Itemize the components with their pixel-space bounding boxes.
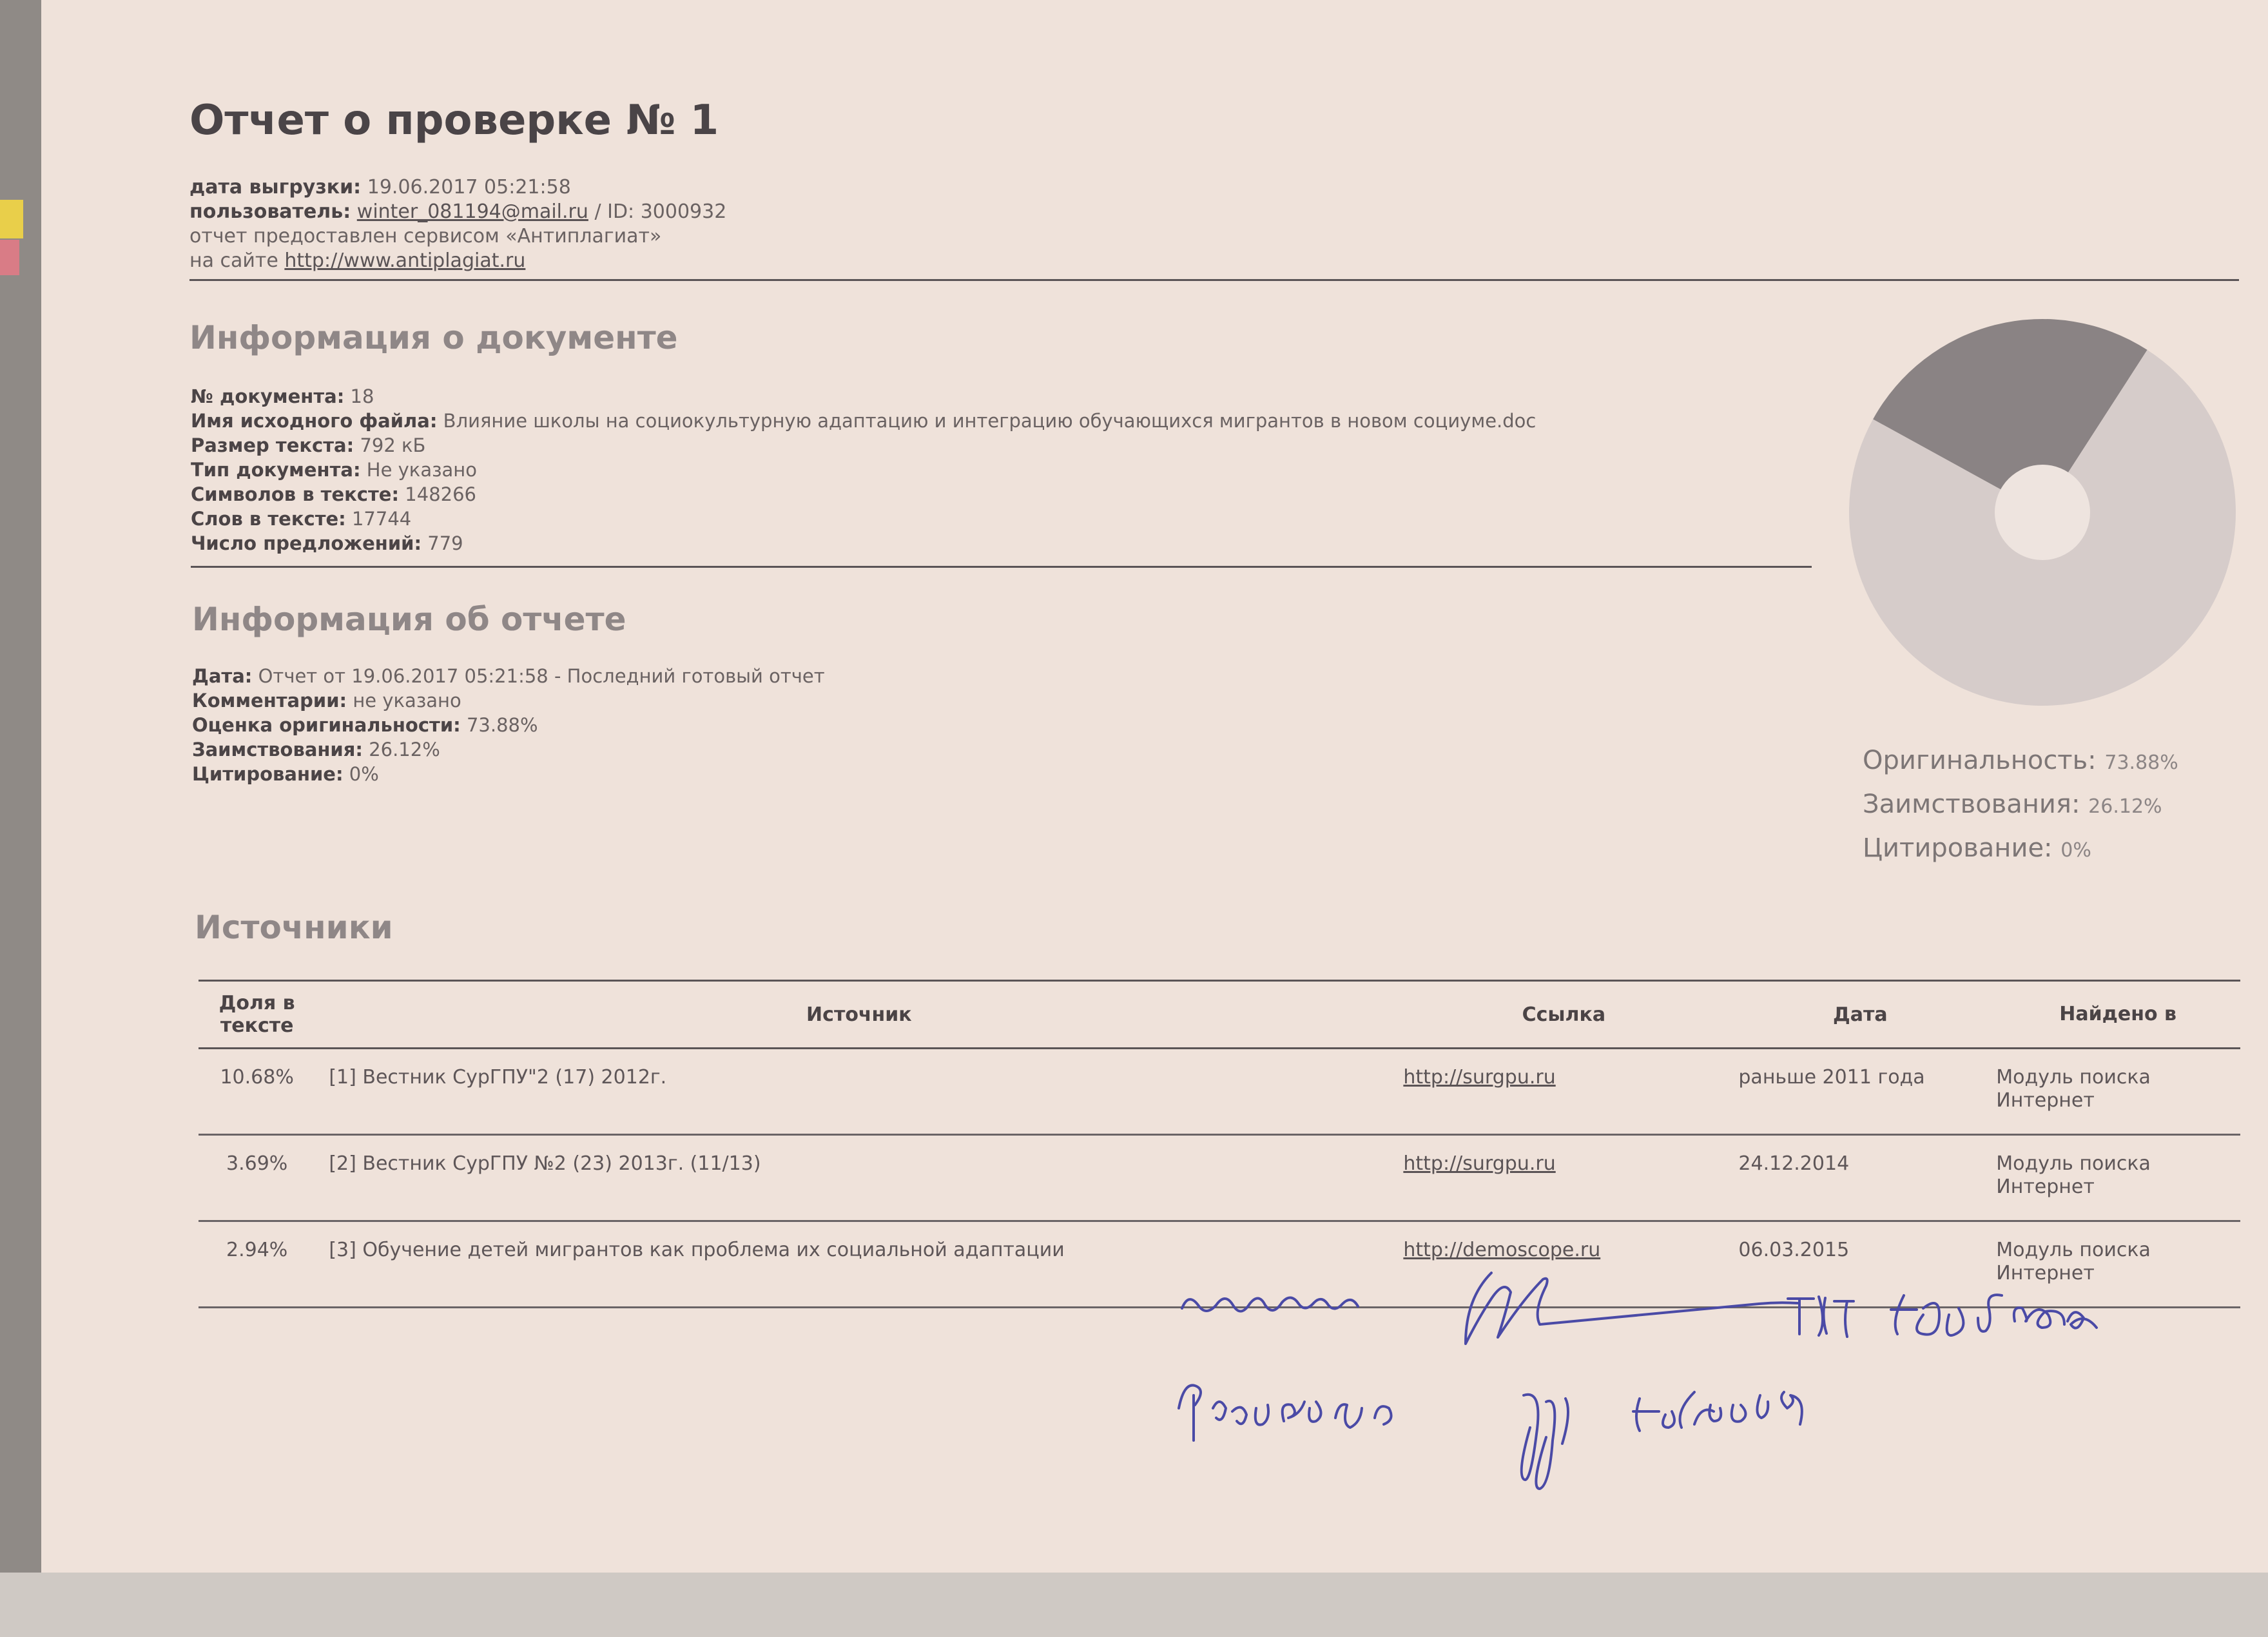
table-row: [199, 1135, 2240, 1221]
chart-legend: [1863, 740, 2178, 871]
source-found-in: Модуль поиска Интернет: [1984, 1221, 2240, 1308]
handwritten-signatures: [1176, 1263, 2181, 1495]
user-label: пользователь:: [189, 200, 351, 223]
user-id: / ID: 3000932: [594, 200, 727, 223]
divider: [191, 566, 1812, 568]
report-meta: [189, 175, 726, 273]
document-info-heading: Информация о документе: [189, 319, 678, 356]
source-date: 24.12.2014: [1726, 1135, 1984, 1221]
scanner-bed: [0, 1573, 2268, 1637]
legend-item: Оригинальность: 73.88%: [1863, 746, 2178, 775]
source-date: раньше 2011 года: [1726, 1049, 1984, 1135]
legend-item: Заимствования: 26.12%: [1863, 789, 2162, 819]
report-info: [192, 664, 825, 786]
doc-info-row: Слов в тексте: 17744: [191, 508, 412, 530]
doc-info-row: Имя исходного файла: Влияние школы на социокультурную адаптацию и интеграцию обучающихся мигрантов в новом социуме.doc: [191, 410, 1536, 432]
user-email-link[interactable]: winter_081194@mail.ru: [356, 200, 588, 223]
source-share: 10.68%: [199, 1049, 316, 1135]
report-info-row: Дата: Отчет от 19.06.2017 05:21:58 - Последний готовый отчет: [192, 665, 825, 687]
pie-center: [1995, 465, 2090, 560]
table-row: [199, 1049, 2240, 1135]
sources-heading: Источники: [195, 909, 393, 946]
divider: [189, 279, 2239, 281]
doc-info-row: Число предложений: 779: [191, 532, 463, 554]
doc-info-row: Размер текста: 792 кБ: [191, 434, 426, 456]
source-found-in: Модуль поиска Интернет: [1984, 1049, 2240, 1135]
report-info-row: Заимствования: 26.12%: [192, 739, 440, 760]
source-found-in: Модуль поиска Интернет: [1984, 1135, 2240, 1221]
export-date: 19.06.2017 05:21:58: [367, 176, 571, 199]
export-date-label: дата выгрузки:: [189, 176, 362, 199]
doc-info-row: Символов в тексте: 148266: [191, 483, 477, 505]
report-title: Отчет о проверке № 1: [189, 97, 719, 144]
scan-color-strip: [0, 240, 19, 275]
source-title: [2] Вестник СурГПУ №2 (23) 2013г. (11/13): [316, 1135, 1391, 1221]
source-link[interactable]: http://surgpu.ru: [1403, 1066, 1556, 1089]
col-header-date: Дата: [1726, 981, 1984, 1049]
col-header-found-in: Найдено в: [1984, 981, 2240, 1049]
sources-table: [199, 980, 2240, 1308]
report-info-row: Цитирование: 0%: [192, 763, 379, 785]
col-header-source: Источник: [316, 981, 1391, 1049]
report-info-heading: Информация об отчете: [192, 601, 626, 638]
source-share: 2.94%: [199, 1221, 316, 1308]
source-link[interactable]: http://surgpu.ru: [1403, 1152, 1556, 1175]
source-title: [1] Вестник СурГПУ"2 (17) 2012г.: [316, 1049, 1391, 1135]
document-info: [191, 384, 1536, 556]
col-header-link: Ссылка: [1391, 981, 1726, 1049]
site-link[interactable]: http://www.antiplagiat.ru: [284, 249, 526, 272]
col-header-share: Доля в тексте: [199, 981, 316, 1049]
service-line: отчет предоставлен сервисом «Антиплагиат»: [189, 225, 662, 247]
source-share: 3.69%: [199, 1135, 316, 1221]
source-title: [3] Обучение детей мигрантов как проблема их социальной адаптации: [316, 1221, 1391, 1308]
legend-item: Цитирование: 0%: [1863, 833, 2091, 863]
site-prefix: на сайте: [189, 249, 278, 272]
scan-color-strip: [0, 200, 23, 238]
originality-pie-chart: [1846, 316, 2239, 709]
table-header-row: [199, 981, 2240, 1049]
doc-info-row: Тип документа: Не указано: [191, 459, 477, 481]
report-info-row: Комментарии: не указано: [192, 690, 461, 712]
source-link[interactable]: http://demoscope.ru: [1403, 1239, 1601, 1261]
doc-info-row: № документа: 18: [191, 385, 374, 407]
report-page: [41, 0, 2268, 1573]
source-date: 06.03.2015: [1726, 1221, 1984, 1308]
report-info-row: Оценка оригинальности: 73.88%: [192, 714, 538, 736]
